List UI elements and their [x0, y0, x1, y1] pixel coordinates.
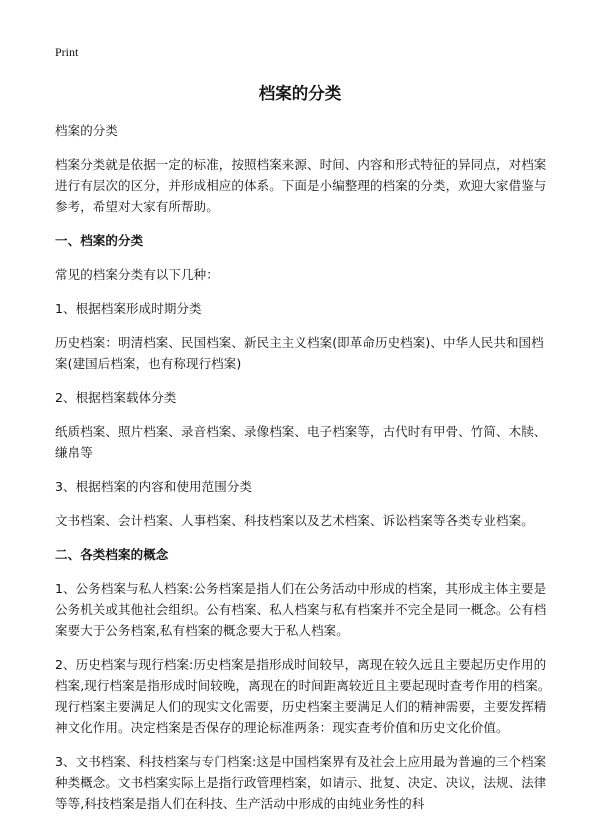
document-title: 档案的分类	[258, 84, 342, 103]
concept-paragraph-historical-current: 2、历史档案与现行档案:历史档案是指形成时间较早，离现在较久远且主要起历史作用的档案,现行档案是指形成时间较晚，离现在的时间距离较近且主要起现时查考作用的档案。现行档案主要满足人们的现实文化需要，历史档案主要满足人们的精神需要，主要发挥精神文化作用。决定档案是否保存的理论标准两条：现实查考价值和历史文化价值。	[55, 657, 551, 735]
item-body-period: 历史档案：明清档案、民国档案、新民主主义档案(即革命历史档案)、中华人民共和国档案(建国后档案，也有称现行档案)	[55, 335, 544, 371]
item-heading-period: 1、根据档案形成时期分类	[55, 301, 202, 316]
item-body-content: 文书档案、会计档案、人事档案、科技档案以及艺术档案、诉讼档案等各类专业档案。	[55, 513, 534, 528]
concept-paragraph-public-private: 1、公务档案与私人档案:公务档案是指人们在公务活动中形成的档案，其形成主体主要是公务机关或其他社会组织。公有档案、私人档案与私有档案并不完全是同一概念。公有档案要大于公务档案,私有档案的概念要大于私人档案。	[55, 581, 547, 638]
print-link[interactable]: Print	[55, 45, 79, 59]
section-heading-classification: 一、档案的分类	[55, 233, 144, 248]
section-heading-concepts: 二、各类档案的概念	[55, 547, 169, 562]
document-body	[55, 120, 555, 814]
concept-paragraph-document-tech: 3、文书档案、科技档案与专门档案:这是中国档案界有及社会上应用最为普遍的三个档案种类概念。文书档案实际上是指行政管理档案，如请示、批复、决定、决议，法规、法律等等,科技档案是指人们在科技、生产活动中形成的由纯业务性的科	[55, 754, 547, 811]
section-lead: 常见的档案分类有以下几种：	[55, 267, 219, 282]
item-heading-content: 3、根据档案的内容和使用范围分类	[55, 479, 253, 494]
document-subtitle: 档案的分类	[55, 123, 119, 138]
item-body-carrier: 纸质档案、照片档案、录音档案、录像档案、电子档案等，古代时有甲骨、竹简、木牍、缣帛等	[55, 424, 547, 460]
intro-paragraph: 档案分类就是依据一定的标准，按照档案来源、时间、内容和形式特征的异同点，对档案进行有层次的区分，并形成相应的体系。下面是小编整理的档案的分类，欢迎大家借鉴与参考，希望对大家有所帮助。	[55, 157, 547, 214]
item-heading-carrier: 2、根据档案载体分类	[55, 390, 177, 405]
